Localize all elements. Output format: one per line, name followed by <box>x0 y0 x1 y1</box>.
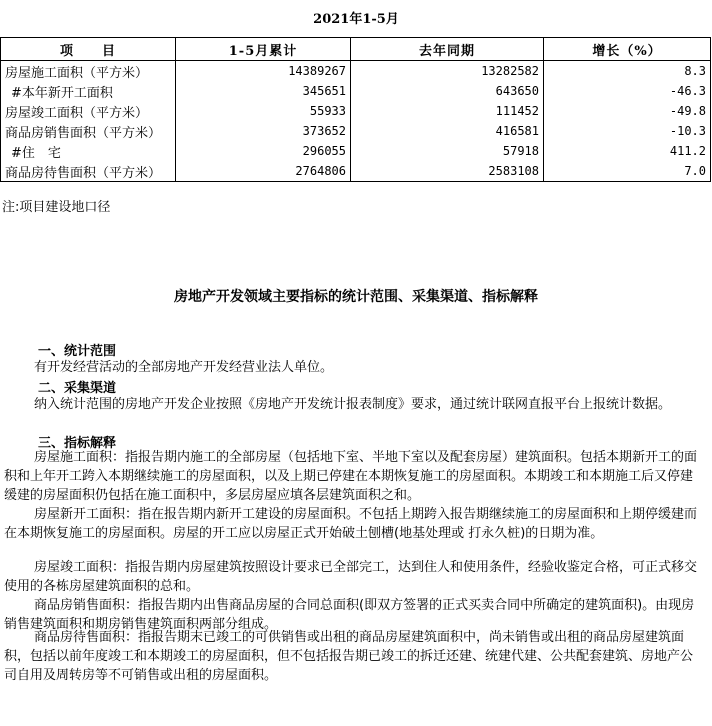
row-name: 房屋施工面积（平方米） <box>1 61 176 82</box>
table-row <box>1 61 711 82</box>
section-heading-channel: 二、采集渠道 <box>38 381 117 396</box>
row-name: #本年新开工面积 <box>1 81 176 101</box>
row-last-year: 57918 <box>351 141 544 161</box>
column-header-cumulative: 1-5月累计 <box>176 38 351 61</box>
row-cumulative: 2764806 <box>176 161 351 182</box>
report-period: 2021年1-5月 <box>313 12 399 27</box>
row-name: 商品房待售面积（平方米） <box>1 161 176 182</box>
row-growth: -46.3 <box>544 81 711 101</box>
table-row <box>1 81 711 101</box>
table-row <box>1 161 711 182</box>
row-cumulative: 296055 <box>176 141 351 161</box>
row-growth: 411.2 <box>544 141 711 161</box>
row-cumulative: 345651 <box>176 81 351 101</box>
table-note: 注:项目建设地口径 <box>2 200 111 215</box>
row-last-year: 13282582 <box>351 61 544 82</box>
row-cumulative: 14389267 <box>176 61 351 82</box>
definition-completed-area: 房屋竣工面积：指报告期内房屋建筑按照设计要求已全部完工，达到住人和使用条件，经验收鉴定合格，可正式移交使用的各栋房屋建筑面积的总和。 <box>4 560 698 594</box>
table-row <box>1 101 711 121</box>
column-header-growth: 增长（%） <box>544 38 711 61</box>
row-last-year: 2583108 <box>351 161 544 182</box>
section-text-channel: 纳入统计范围的房地产开发企业按照《房地产开发统计报表制度》要求，通过统计联网直报平台上报统计数据。 <box>34 397 672 412</box>
definition-unsold-area: 商品房待售面积：指报告期末已竣工的可供销售或出租的商品房屋建筑面积中，尚未销售或出租的商品房屋建筑面积，包括以前年度竣工和本期竣工的房屋面积，但不包括报告期已竣工的拆迁还建、统建代建、公共配套建筑、房地产公司自用及周转房等不可销售或出租的房屋面积。 <box>4 630 694 683</box>
row-growth: 8.3 <box>544 61 711 82</box>
section-heading-definitions: 三、指标解释 <box>38 436 117 451</box>
row-growth: -10.3 <box>544 121 711 141</box>
table-row <box>1 141 711 161</box>
row-growth: 7.0 <box>544 161 711 182</box>
row-cumulative: 373652 <box>176 121 351 141</box>
row-last-year: 643650 <box>351 81 544 101</box>
table-header-row <box>1 38 711 61</box>
definition-new-construction-area: 房屋新开工面积：指在报告期内新开工建设的房屋面积。不包括上期跨入报告期继续施工的房屋面积和上期停缓建而在本期恢复施工的房屋面积。房屋的开工应以房屋正式开始破土刨槽(地基处理或 打永久桩)的日期为准。 <box>4 507 698 541</box>
definition-construction-area: 房屋施工面积：指报告期内施工的全部房屋（包括地下室、半地下室以及配套房屋）建筑面积。包括本期新开工的面积和上年开工跨入本期继续施工的房屋面积，以及上期已停建在本期恢复施工的房屋面积。本期竣工和本期施工后又停建缓建的房屋面积仍包括在施工面积中，多层房屋应填各层建筑面积之和。 <box>4 450 698 503</box>
document-title: 房地产开发领域主要指标的统计范围、采集渠道、指标解释 <box>174 289 538 305</box>
row-name: #住 宅 <box>1 141 176 161</box>
row-last-year: 416581 <box>351 121 544 141</box>
section-text-scope: 有开发经营活动的全部房地产开发经营业法人单位。 <box>34 360 334 375</box>
table-row <box>1 121 711 141</box>
row-last-year: 111452 <box>351 101 544 121</box>
statistics-table <box>0 37 711 182</box>
column-header-item: 项 目 <box>1 38 176 61</box>
section-heading-scope: 一、统计范围 <box>38 344 117 359</box>
row-cumulative: 55933 <box>176 101 351 121</box>
row-name: 商品房销售面积（平方米） <box>1 121 176 141</box>
row-growth: -49.8 <box>544 101 711 121</box>
definition-sales-area: 商品房销售面积：指报告期内出售商品房屋的合同总面积(即双方签署的正式买卖合同中所确定的建筑面积)。由现房销售建筑面积和期房销售建筑面积两部分组成。 <box>4 598 695 632</box>
column-header-last-year: 去年同期 <box>351 38 544 61</box>
row-name: 房屋竣工面积（平方米） <box>1 101 176 121</box>
